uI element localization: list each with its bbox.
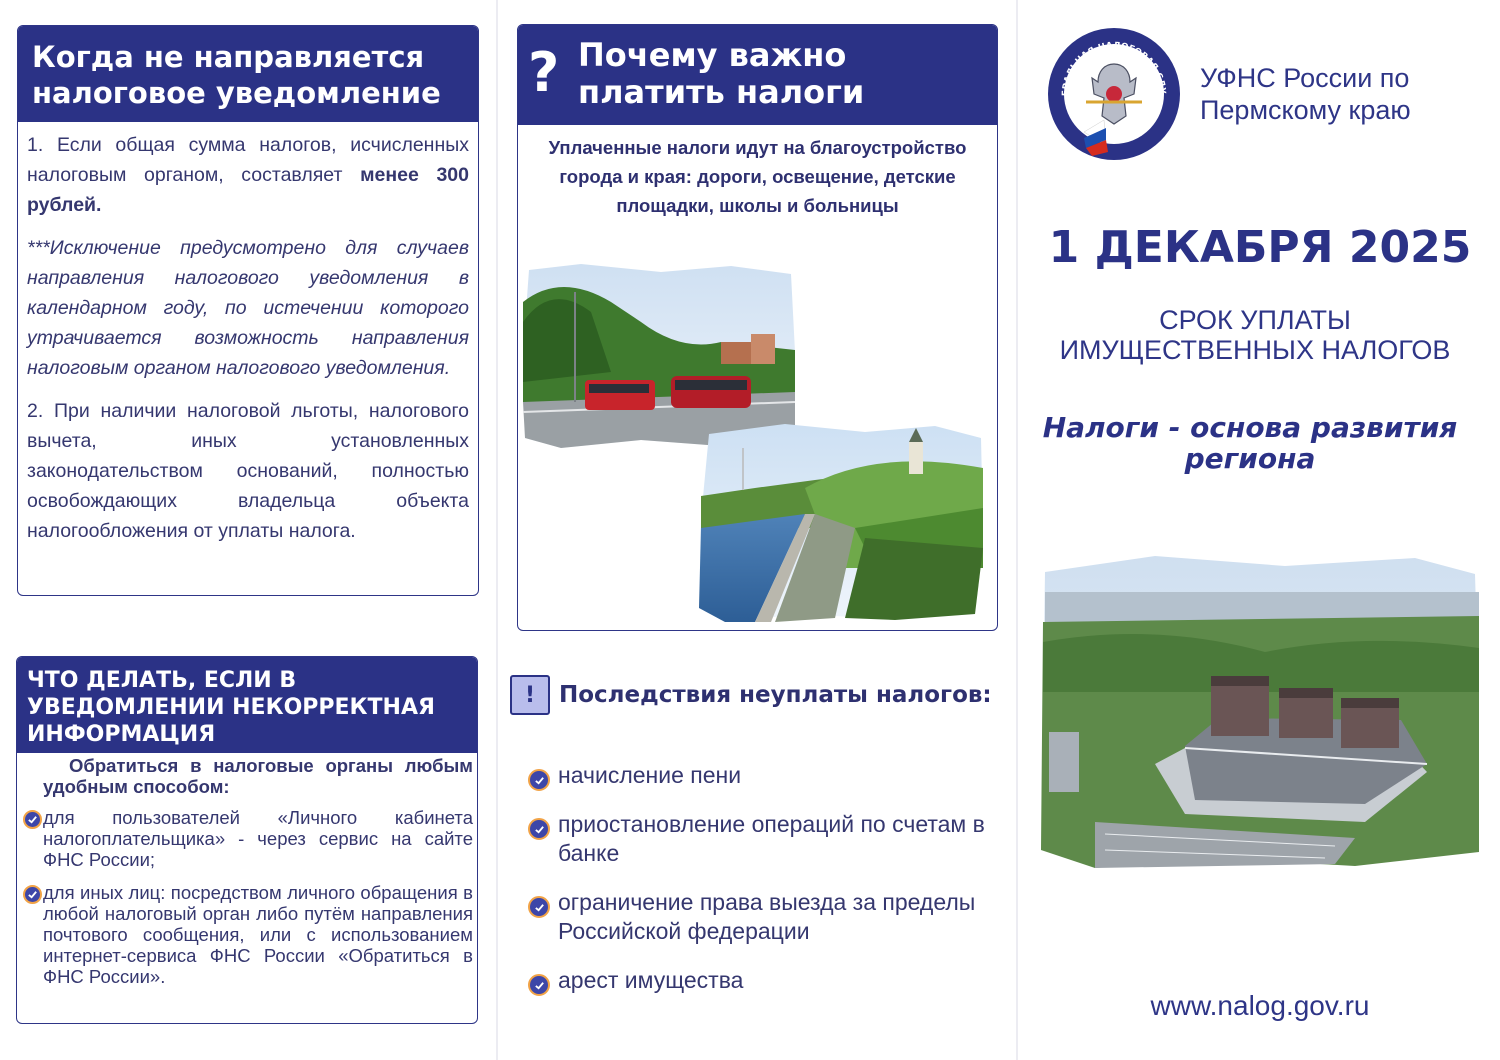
list-item xyxy=(510,810,1000,868)
why-pay-intro: Уплаченные налоги идут на благоустройство города и края: дороги, освещение, детские площадки, школы и больницы xyxy=(548,137,967,216)
no-notice-point-1 xyxy=(27,130,469,220)
building-render-image xyxy=(1035,552,1481,870)
why-pay-header xyxy=(518,25,997,125)
check-icon xyxy=(23,885,42,904)
list-item xyxy=(23,807,473,870)
consequences-header xyxy=(510,675,1000,715)
svg-text:ФЕДЕРАЛЬНАЯ НАЛОГОВАЯ СЛУЖБА: ЕРАЛЬНАЯ НАЛОГОВАЯ СЛУ xyxy=(1060,40,1168,97)
list-item xyxy=(510,761,1000,790)
deadline-date: 1 ДЕКАБРЯ 2025 xyxy=(1048,222,1472,273)
list-item-text: приостановление операций по счетам в банке xyxy=(558,811,985,866)
check-icon xyxy=(23,810,42,829)
org-name: УФНС России по Пермскому краю xyxy=(1200,63,1411,125)
deadline-caption: СРОК УПЛАТЫ ИМУЩЕСТВЕННЫХ НАЛОГОВ xyxy=(1059,305,1451,365)
no-notice-exception-note: ***Исключение предусмотрено для случаев направления налогового уведомления в календарном году, по истечении которого утрачивается возможность направления налоговым органом налогового уведомления. xyxy=(27,237,469,379)
incorrect-info-title: ЧТО ДЕЛАТЬ, ЕСЛИ В УВЕДОМЛЕНИИ НЕКОРРЕКТНАЯ ИНФОРМАЦИЯ xyxy=(17,657,477,753)
list-item-text: ограничение права выезда за пределы Российской федерации xyxy=(558,889,976,944)
list-item-text: для пользователей «Личного кабинета налогоплательщика» - через сервис на сайте ФНС России; xyxy=(43,807,473,870)
fns-emblem-logo xyxy=(1046,24,1182,166)
list-item-text: арест имущества xyxy=(558,967,744,993)
check-icon xyxy=(528,974,550,996)
consequences-list xyxy=(510,761,1000,995)
consequences-title: Последствия неуплаты налогов: xyxy=(559,682,992,708)
check-icon xyxy=(528,896,550,918)
list-item xyxy=(510,966,1000,995)
no-notice-body xyxy=(18,122,478,546)
no-notice-point-1-text: 1. Если общая сумма налогов, исчисленных налоговым органом, составляет xyxy=(27,134,469,186)
river-embankment-photo xyxy=(695,418,987,623)
incorrect-info-lead: Обратиться в налоговые органы любым удобным способом: xyxy=(43,755,473,797)
why-pay-title: Почему важно платить налоги xyxy=(578,36,865,111)
consequences-section xyxy=(510,675,1000,1015)
fold-line-left xyxy=(496,0,498,1060)
incorrect-info-box xyxy=(16,656,478,1024)
no-notice-amount: менее 300 рублей. xyxy=(27,164,469,216)
list-item xyxy=(23,882,473,987)
no-notice-point-2: 2. При наличии налоговой льготы, налогового вычета, иных установленных законодательством оснований, полностью освобождающих владельца объекта налогообложения от уплаты налога. xyxy=(27,400,469,542)
list-item-text: для иных лиц: посредством личного обращения в любой налоговый орган либо путём направления почтового сообщения, или с использованием интернет-сервиса ФНС России «Обратиться в ФНС России». xyxy=(43,882,473,987)
incorrect-info-body xyxy=(17,753,477,987)
slogan: Налоги - основа развития региона xyxy=(1042,411,1458,475)
no-notice-title: Когда не направляется налоговое уведомление xyxy=(18,26,478,122)
check-icon xyxy=(528,769,550,791)
list-item-text: начисление пени xyxy=(558,762,742,788)
exclamation-icon: ! xyxy=(510,675,550,715)
fold-line-right xyxy=(1016,0,1018,1060)
question-mark-icon: ? xyxy=(528,41,560,104)
list-item xyxy=(510,888,1000,946)
check-icon xyxy=(528,818,550,840)
website-link[interactable]: www.nalog.gov.ru xyxy=(1150,990,1370,1021)
no-notice-box xyxy=(17,25,479,596)
